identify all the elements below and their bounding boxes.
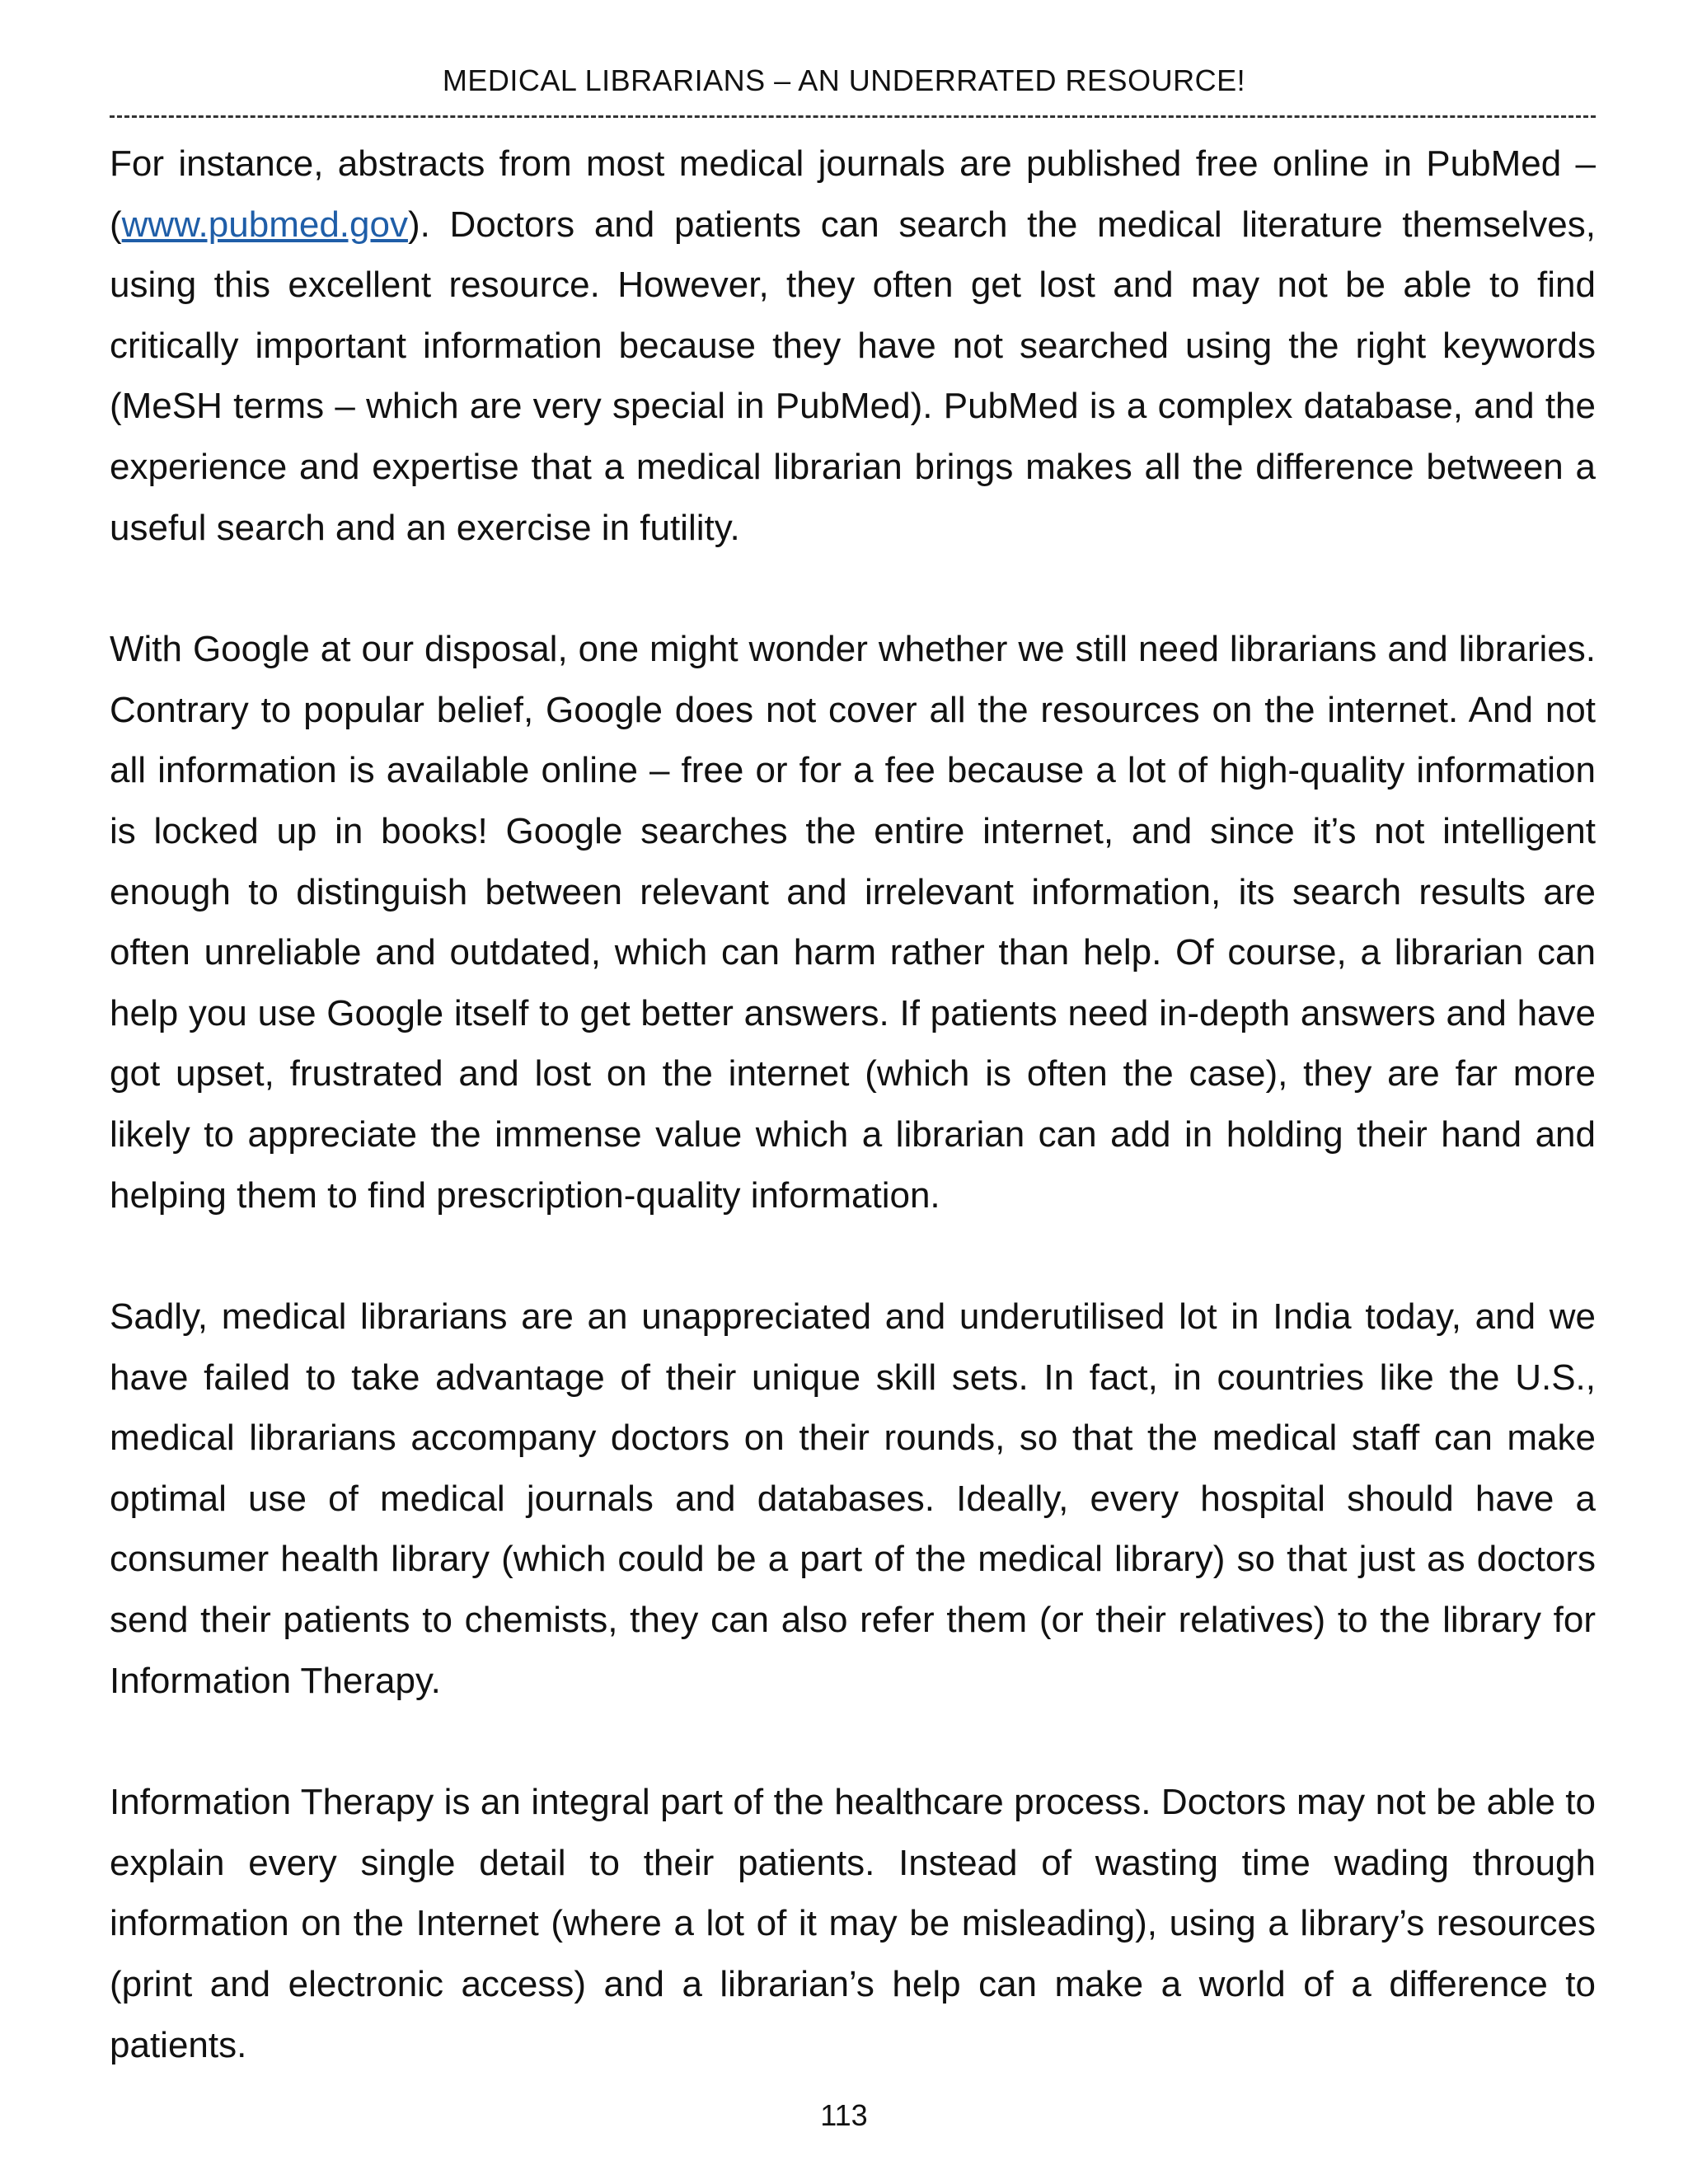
pubmed-link[interactable]: www.pubmed.gov	[121, 204, 408, 245]
paragraph-pubmed-text-end: ). Doctors and patients can search the medical literature themselves, using this excellent resource. However, they often get lost and may not be able to find critically important information because they have not searched using the right keywords (MeSH terms – which are very special in PubMed). PubMed is a complex database, and the experience and expertise that a medical librarian brings makes all the difference between a useful search and an exercise in futility.	[110, 204, 1596, 548]
paragraph-information-therapy: Information Therapy is an integral part of the healthcare process. Doctors may not be able to explain every single detail to their patients. Instead of wasting time wading through information on the Internet (where a lot of it may be misleading), using a library’s resources (print and electronic access) and a librarian’s help can make a world of a difference to patients.	[110, 1782, 1596, 2065]
running-header: MEDICAL LIBRARIANS – AN UNDERRATED RESOURCE!	[442, 63, 1246, 97]
header-divider	[110, 115, 1596, 118]
page-number: 113	[820, 2098, 868, 2132]
paragraph-google: With Google at our disposal, one might wonder whether we still need librarians and libraries. Contrary to popular belief, Google does not cover all the resources on the internet. And not all information is available online – free or for a fee because a lot of high-quality information is locked up in books! Google searches the entire internet, and since it’s not intelligent enough to distinguish between relevant and irrelevant information, its search results are often unreliable and outdated, which can harm rather than help. Of course, a librarian can help you use Google itself to get better answers. If patients need in-depth answers and have got upset, frustrated and lost on the internet (which is often the case), they are far more likely to appreciate the immense value which a librarian can add in holding their hand and helping them to find prescription-quality information.	[110, 629, 1596, 1216]
paragraph-pubmed-text-start: For instance, abstracts from most medical journals are published free online in PubMed – (	[110, 143, 1596, 245]
paragraph-india-librarians: Sadly, medical librarians are an unappreciated and underutilised lot in India today, and we have failed to take advantage of their unique skill sets. In fact, in countries like the U.S., medical librarians accompany doctors on their rounds, so that the medical staff can make optimal use of medical journals and databases. Ideally, every hospital should have a consumer health library (which could be a part of the medical library) so that just as doctors send their patients to chemists, they can also refer them (or their relatives) to the library for Information Therapy.	[110, 1296, 1596, 1701]
body-text	[110, 134, 1596, 2075]
paragraph-pubmed	[110, 134, 1596, 558]
